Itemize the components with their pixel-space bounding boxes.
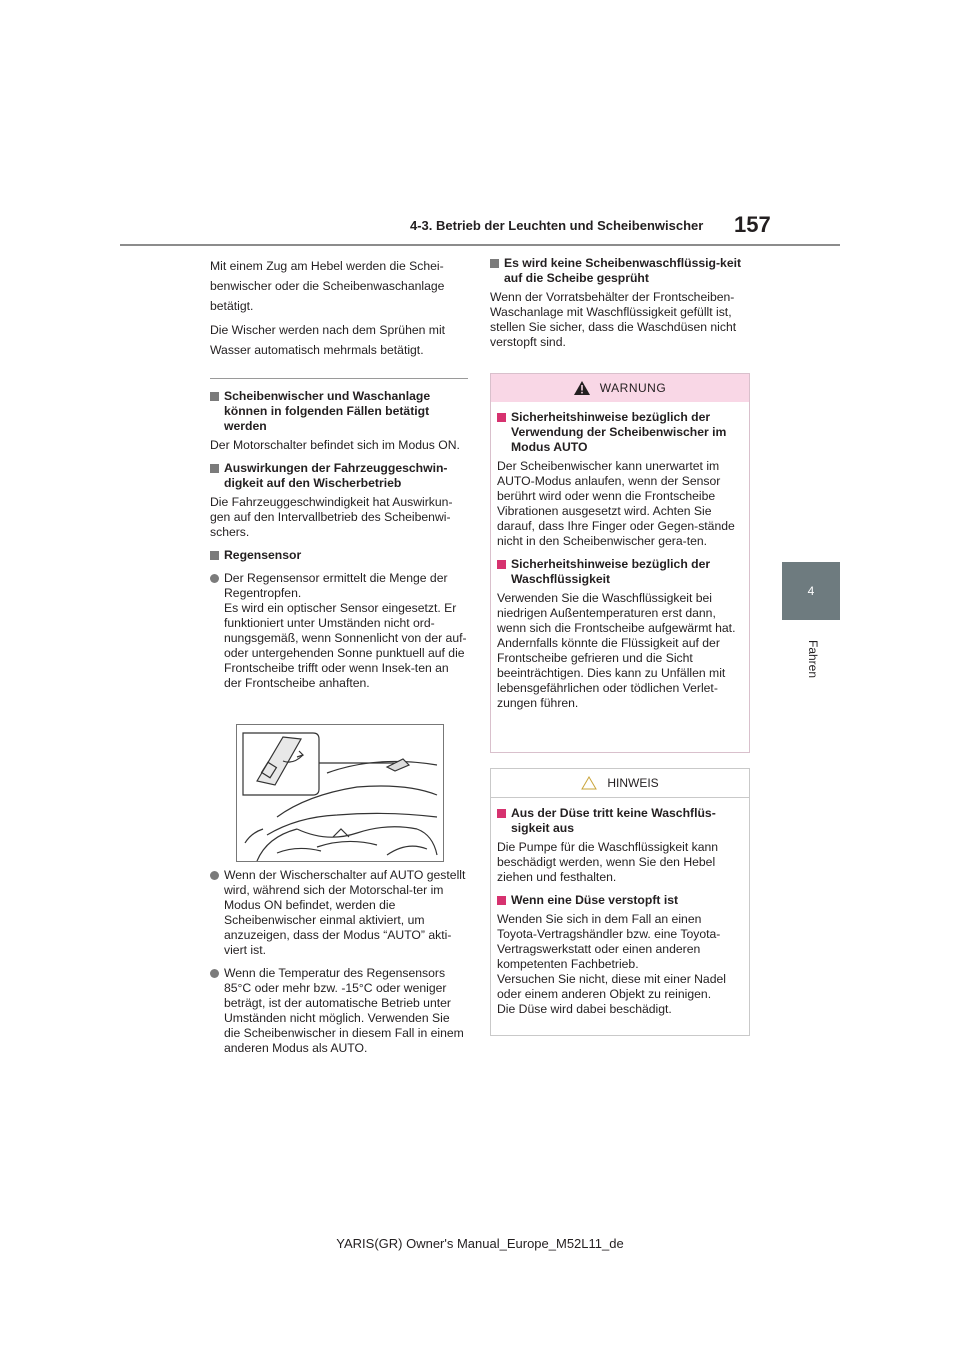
notice-body	[491, 798, 749, 1017]
notice-heading: Aus der Düse tritt keine Waschflüs-sigkeit aus	[497, 806, 743, 836]
circle-bullet-icon	[210, 969, 219, 978]
square-bullet-icon	[210, 392, 219, 401]
notice-text: Versuchen Sie nicht, diese mit einer Nadel oder einem anderen Objekt zu reinigen.	[497, 972, 726, 1001]
warning-body	[491, 402, 749, 711]
notice-text: Die Pumpe für die Waschflüssigkeit kann beschädigt werden, wenn Sie den Hebel ziehen und festhalten.	[497, 840, 719, 884]
caution-triangle-icon	[581, 776, 597, 790]
warning-text: Der Scheibenwischer kann unerwartet im AUTO-Modus anlaufen, wenn der Sensor berührt wird oder wenn die Frontscheibe Vibrationen ausgesetzt wird. Achten Sie darauf, dass Ihre Finger oder Gegen-stände nicht in den Scheibenwischer gera-ten.	[497, 459, 735, 548]
notice-heading: Wenn eine Düse verstopft ist	[497, 893, 743, 908]
body-text: Der Motorschalter befindet sich im Modus ON.	[210, 438, 460, 452]
notice-title: HINWEIS	[607, 776, 659, 790]
square-bullet-icon	[497, 809, 506, 818]
bullet-item: Wenn der Wischerschalter auf AUTO gestellt wird, während sich der Motorschal-ter im Modus ON befindet, werden die Scheibenwischer einmal aktiviert, um anzuzeigen, dass der Modus “AUTO” akti-viert ist.	[210, 868, 468, 958]
intro-line: Wasser automatisch mehrmals betätigt.	[210, 343, 424, 357]
square-bullet-icon	[210, 464, 219, 473]
intro-line: Mit einem Zug am Hebel werden die Schei-	[210, 259, 444, 273]
square-bullet-icon	[490, 259, 499, 268]
warning-header	[491, 374, 749, 402]
warning-box	[490, 373, 750, 753]
right-column	[490, 256, 752, 358]
warning-heading: Sicherheitshinweise bezüglich der Waschflüssigkeit	[497, 557, 743, 587]
section-heading: Regensensor	[210, 548, 468, 563]
section-title: 4-3. Betrieb der Leuchten und Scheibenwischer	[410, 218, 704, 233]
header-divider	[120, 244, 840, 246]
left-column	[210, 256, 468, 699]
notice-text: Die Düse wird dabei beschädigt.	[497, 1002, 672, 1016]
body-text: Wenn der Vorratsbehälter der Frontscheiben-Waschanlage mit Waschflüssigkeit gefüllt ist, stellen Sie sicher, dass die Waschdüsen nicht verstopft sind.	[490, 290, 737, 349]
warning-triangle-icon	[574, 381, 590, 395]
intro-text	[210, 256, 468, 360]
footer-manual-id: YARIS(GR) Owner's Manual_Europe_M52L11_de	[336, 1236, 624, 1251]
section-heading: Es wird keine Scheibenwaschflüssig-keit auf die Scheibe gesprüht	[490, 256, 752, 286]
circle-bullet-icon	[210, 574, 219, 583]
body-text: Die Fahrzeuggeschwindigkeit hat Auswirkun-gen auf den Intervallbetrieb des Scheibenwi-schers.	[210, 495, 453, 539]
intro-line: Die Wischer werden nach dem Sprühen mit	[210, 323, 446, 337]
section-divider	[210, 378, 468, 379]
bullet-item: Wenn die Temperatur des Regensensors 85°C oder mehr bzw. -15°C oder weniger beträgt, ist der automatische Betrieb unter Umständen nicht möglich. Verwenden Sie die Scheibenwischer in diesem Fall in einem anderen Modus als AUTO.	[210, 966, 468, 1056]
intro-line: betätigt.	[210, 299, 254, 313]
intro-line: benwischer oder die Scheibenwaschanlage	[210, 279, 445, 293]
square-bullet-icon	[497, 560, 506, 569]
chapter-number: 4	[807, 584, 815, 598]
page-number: 157	[734, 212, 771, 237]
notice-header	[491, 769, 749, 798]
square-bullet-icon	[497, 896, 506, 905]
chapter-tab[interactable]	[782, 562, 840, 620]
notice-box	[490, 768, 750, 1036]
warning-text: Verwenden Sie die Waschflüssigkeit bei niedrigen Außentemperaturen erst dann, wenn sich die Frontscheibe aufgewärmt hat. Andernfalls könnte die Flüssigkeit auf der Frontscheibe gefrieren und die Sicht beeinträchtigen. Dies kann zu Unfällen mit lebensgefährlichen oder tödlichen Verlet-zungen führen.	[497, 591, 736, 710]
square-bullet-icon	[497, 413, 506, 422]
car-windshield-sensor-icon	[237, 725, 443, 861]
section-heading: Scheibenwischer und Waschanlage können in folgenden Fällen betätigt werden	[210, 389, 468, 434]
left-column-continued	[210, 868, 468, 1064]
section-heading: Auswirkungen der Fahrzeuggeschwin-digkeit auf den Wischerbetrieb	[210, 461, 468, 491]
square-bullet-icon	[210, 551, 219, 560]
circle-bullet-icon	[210, 871, 219, 880]
warning-title: WARNUNG	[599, 381, 667, 395]
notice-text: Wenden Sie sich in dem Fall an einen Toyota-Vertragshändler bzw. eine Toyota-Vertragswerkstatt oder einen anderen kompetenten Fachbetrieb.	[497, 912, 721, 971]
rain-sensor-illustration	[236, 724, 444, 862]
bullet-item: Der Regensensor ermittelt die Menge der Regentropfen. Es wird ein optischer Sensor eingesetzt. Er funktioniert unter Umständen nicht ord-nungsgemäß, wenn Sonnenlicht von der auf- oder untergehenden Sonne punktuell auf die Frontscheibe trifft oder wenn Insek-ten an der Frontscheibe anhaften.	[210, 571, 468, 691]
chapter-label: Fahren	[806, 640, 820, 679]
chapter-label-container	[776, 640, 846, 700]
warning-heading: Sicherheitshinweise bezüglich der Verwendung der Scheibenwischer im Modus AUTO	[497, 410, 743, 455]
